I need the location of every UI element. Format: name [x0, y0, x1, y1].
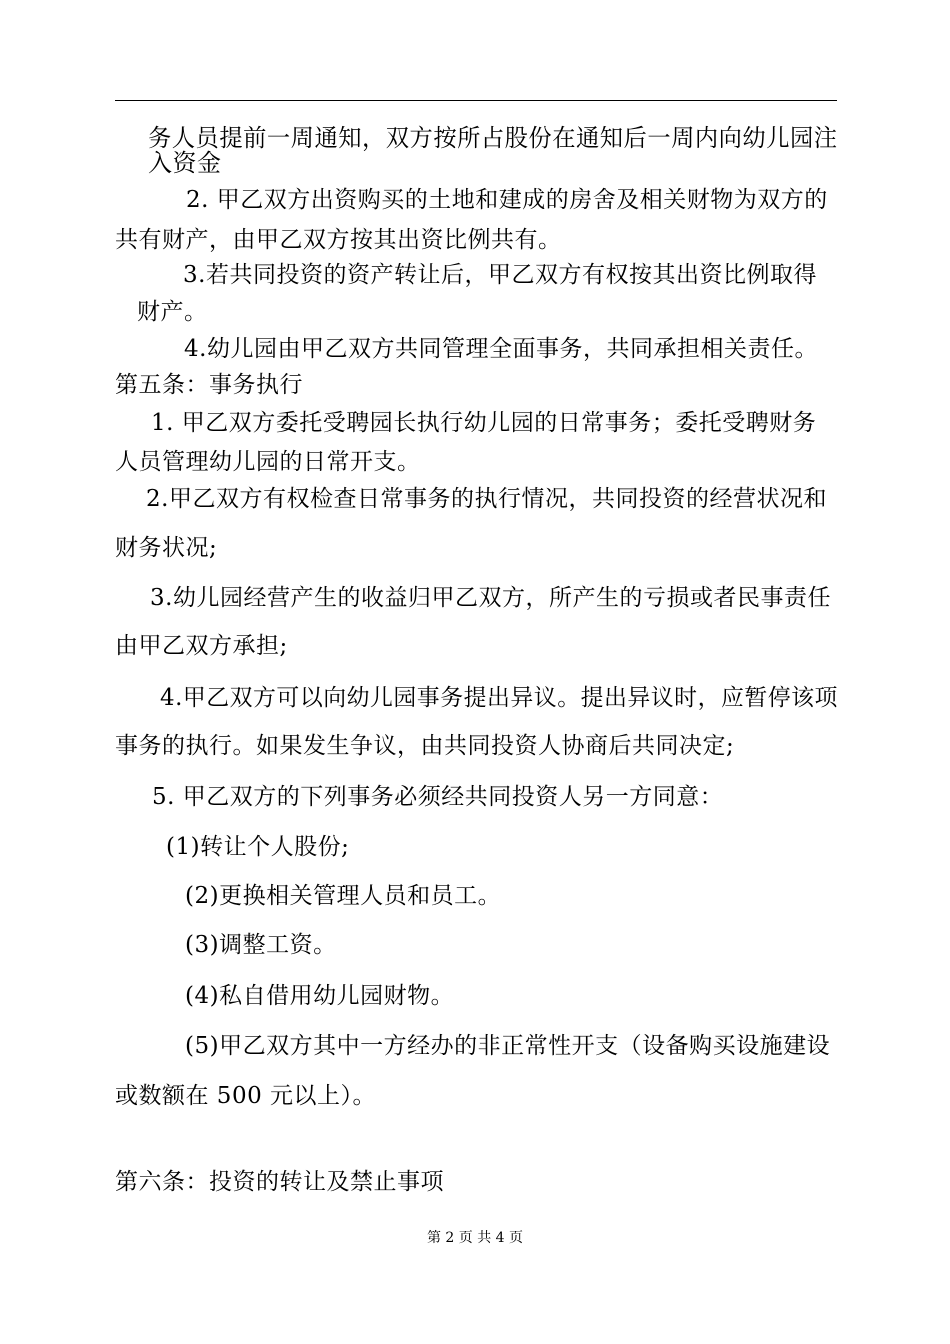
- body-line-2: 入资金: [148, 149, 222, 177]
- body-line-17: 5. 甲乙双方的下列事务必须经共同投资人另一方同意：: [152, 784, 724, 810]
- body-line-6: 财产。: [137, 299, 208, 325]
- section-heading-6: 第六条：投资的转让及禁止事项: [115, 1169, 444, 1195]
- body-line-11: 2.甲乙双方有权检查日常事务的执行情况，共同投资的经营状况和: [146, 486, 827, 512]
- body-line-12: 财务状况;: [115, 535, 218, 561]
- page-number: 第 2 页 共 4 页: [426, 1230, 524, 1246]
- body-line-10: 人员管理幼儿园的日常开支。: [115, 449, 421, 475]
- list-item-2: (2)更换相关管理人员和员工。: [185, 883, 502, 909]
- header-rule: [115, 100, 837, 101]
- body-line-15: 4.甲乙双方可以向幼儿园事务提出异议。提出异议时，应暂停该项: [160, 685, 838, 711]
- list-item-3: (3)调整工资。: [185, 932, 337, 958]
- body-line-1: 务人员提前一周通知，双方按所占股份在通知后一周内向幼儿园注: [148, 124, 838, 152]
- list-item-5-cont: 或数额在 500 元以上）。: [115, 1083, 377, 1109]
- body-line-9: 1. 甲乙双方委托受聘园长执行幼儿园的日常事务；委托受聘财务: [151, 410, 817, 436]
- body-line-16: 事务的执行。如果发生争议，由共同投资人协商后共同决定;: [115, 733, 735, 759]
- body-line-14: 由甲乙双方承担;: [115, 633, 288, 659]
- body-line-7: 4.幼儿园由甲乙双方共同管理全面事务，共同承担相关责任。: [184, 336, 818, 362]
- body-line-3: 2. 甲乙双方出资购买的土地和建成的房舍及相关财物为双方的: [186, 187, 828, 213]
- section-heading-5: 第五条：事务执行: [115, 372, 303, 398]
- list-item-1: (1)转让个人股份;: [166, 834, 350, 860]
- body-line-4: 共有财产，由甲乙双方按其出资比例共有。: [115, 227, 562, 253]
- body-line-13: 3.幼儿园经营产生的收益归甲乙双方，所产生的亏损或者民事责任: [150, 585, 831, 611]
- body-line-5: 3.若共同投资的资产转让后，甲乙双方有权按其出资比例取得: [183, 262, 817, 288]
- list-item-4: (4)私自借用幼儿园财物。: [185, 983, 455, 1009]
- list-item-5: (5)甲乙双方其中一方经办的非正常性开支（设备购买设施建设: [185, 1033, 831, 1059]
